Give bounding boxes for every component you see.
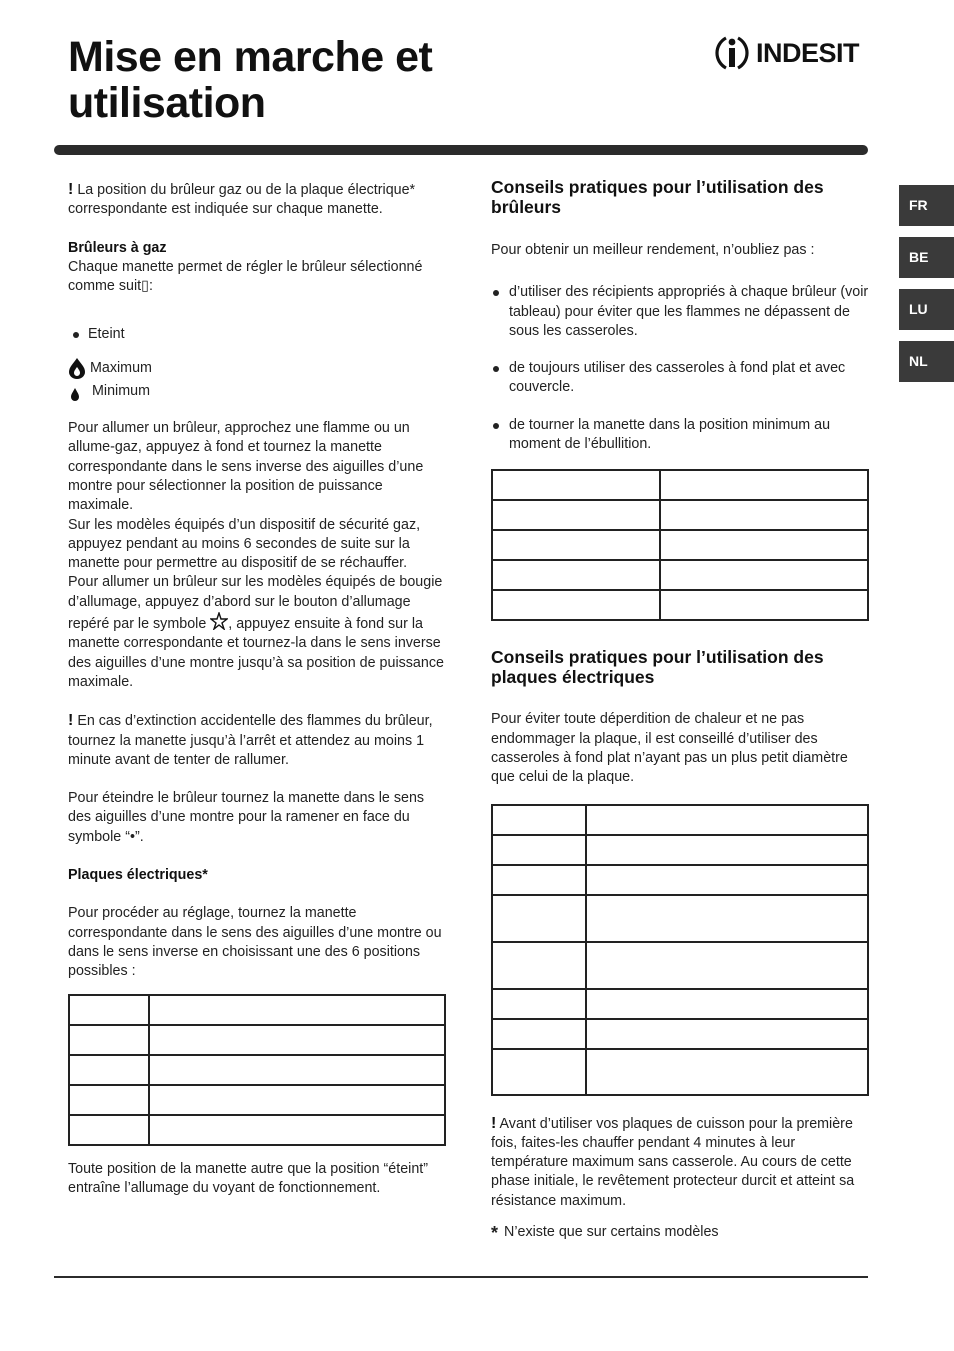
lang-tab-lu[interactable]: LU bbox=[899, 289, 954, 330]
brand-name: INDESIT bbox=[756, 37, 860, 68]
table-row bbox=[492, 560, 868, 590]
plate-diameter-table bbox=[491, 804, 869, 1096]
exclamation-icon: ! bbox=[68, 712, 74, 730]
burners-advice-intro: Pour obtenir un meilleur rendement, n’oubliez pas : bbox=[491, 242, 815, 258]
first-use-warning: ! Avant d’utiliser vos plaques de cuisson pour la première fois, faites-les chauffer pendant 4 minutes à leur température maximum sans casserole. Au cours de cette phase initiale, le revêtement protecteur durcit et atteint sa résistance maximum. bbox=[491, 1114, 855, 1209]
list-item: de tourner la manette dans la position minimum au moment de l’ébullition. bbox=[491, 416, 869, 455]
table-row bbox=[69, 1085, 445, 1115]
table-row bbox=[69, 1055, 445, 1085]
large-flame-icon bbox=[68, 357, 86, 379]
lang-tab-nl[interactable]: NL bbox=[899, 341, 954, 382]
table-row bbox=[492, 1019, 868, 1049]
table-row bbox=[492, 470, 868, 500]
page-title bbox=[68, 34, 432, 126]
language-tabs bbox=[899, 185, 954, 393]
table-row bbox=[492, 865, 868, 895]
small-flame-icon bbox=[70, 387, 80, 401]
indesit-i-logo-icon bbox=[712, 33, 752, 73]
legend-off: Eteint bbox=[68, 325, 446, 344]
asterisk-icon: * bbox=[491, 1223, 499, 1244]
title-line-2: utilisation bbox=[68, 79, 266, 127]
turn-off-text: Pour éteindre le brûleur tournez la manette dans le sens des aiguilles d’une montre pour la ramener en face du symbole “•”. bbox=[68, 790, 425, 845]
intro-note: ! La position du brûleur gaz ou de la plaque électrique* correspondante est indiquée sur chaque manette. bbox=[68, 181, 416, 218]
list-item: d’utiliser des récipients appropriés à chaque brûleur (voir tableau) pour éviter que les flammes ne dépassent de sous les casseroles. bbox=[491, 283, 869, 341]
legend-max: Maximum bbox=[68, 357, 446, 379]
list-item: de toujours utiliser des casseroles à fond plat et avec couvercle. bbox=[491, 359, 869, 398]
table-row bbox=[492, 835, 868, 865]
gas-burners-text: Chaque manette permet de régler le brûleur sélectionné comme suit▯: bbox=[68, 258, 423, 295]
indicator-light-text: Toute position de la manette autre que la position “éteint” entraîne l’allumage du voyant de fonctionnement. bbox=[68, 1160, 429, 1196]
plate-positions-table bbox=[68, 994, 446, 1146]
lighting-paragraph-3: Pour allumer un brûleur sur les modèles équipés de bougie d’allumage, appuyez d’abord sur le bouton d’allumage repéré par le symbole , appuyez ensuite à fond sur la manette correspondante et tournez-la dans le sens inverse des aiguilles d’une montre jusqu’à sa position de puissance maximale. bbox=[68, 574, 444, 690]
off-dot-icon bbox=[73, 332, 79, 338]
table-row bbox=[492, 895, 868, 942]
footer-divider bbox=[54, 1276, 868, 1278]
plates-advice-heading: Conseils pratiques pour l’utilisation des plaques électriques bbox=[491, 647, 824, 687]
electric-plates-text: Pour procéder au réglage, tournez la manette correspondante dans le sens des aiguilles d’une montre ou dans le sens inverse en choisissant une des 6 positions possibles : bbox=[68, 905, 442, 980]
header-divider bbox=[54, 145, 868, 155]
burner-vessel-table bbox=[491, 469, 869, 621]
title-line-1: Mise en marche et bbox=[68, 33, 433, 81]
lang-tab-be[interactable]: BE bbox=[899, 237, 954, 278]
table-row bbox=[492, 590, 868, 620]
table-row bbox=[492, 989, 868, 1019]
table-row bbox=[492, 530, 868, 560]
table-row bbox=[492, 942, 868, 989]
lighting-paragraph-2: Sur les modèles équipés d’un dispositif de sécurité gaz, appuyez pendant au moins 6 secondes de suite sur la manette pour permettre au dispositif de se réchauffer. bbox=[68, 516, 421, 572]
table-row bbox=[69, 1115, 445, 1145]
left-column bbox=[68, 180, 446, 1198]
table-row bbox=[492, 1049, 868, 1095]
plates-advice-text: Pour éviter toute déperdition de chaleur et ne pas endommager la plaque, il est conseillé d’utiliser des casseroles à fond plat n’ayant pas un plus petit diamètre que celui de la plaque. bbox=[491, 711, 848, 786]
right-column bbox=[491, 178, 869, 1243]
burners-advice-list bbox=[491, 283, 869, 454]
burners-advice-heading: Conseils pratiques pour l’utilisation des brûleurs bbox=[491, 177, 824, 217]
table-row bbox=[492, 500, 868, 530]
table-row bbox=[69, 995, 445, 1025]
lang-tab-fr[interactable]: FR bbox=[899, 185, 954, 226]
models-footnote: * N’existe que sur certains modèles bbox=[491, 1223, 719, 1244]
electric-plates-heading: Plaques électriques* bbox=[68, 867, 208, 884]
indesit-logo bbox=[712, 30, 859, 76]
gas-burners-heading: Brûleurs à gaz bbox=[68, 239, 167, 256]
exclamation-icon: ! bbox=[68, 181, 74, 198]
exclamation-icon: ! bbox=[491, 1114, 497, 1132]
spark-ignition-icon bbox=[210, 612, 228, 630]
table-row bbox=[492, 805, 868, 835]
lighting-paragraph-1: Pour allumer un brûleur, approchez une flamme ou un allume-gaz, appuyez à fond et tournez la manette correspondante dans le sens inverse des aiguilles d’une montre pour sélectionner la position de puissance maximale. bbox=[68, 420, 424, 514]
flame-out-warning: ! En cas d’extinction accidentelle des flammes du brûleur, tournez la manette jusqu’à l’arrêt et attendez au moins 1 minute avant de tenter de rallumer. bbox=[68, 712, 433, 768]
legend-min: Minimum bbox=[68, 382, 446, 401]
table-row bbox=[69, 1025, 445, 1055]
